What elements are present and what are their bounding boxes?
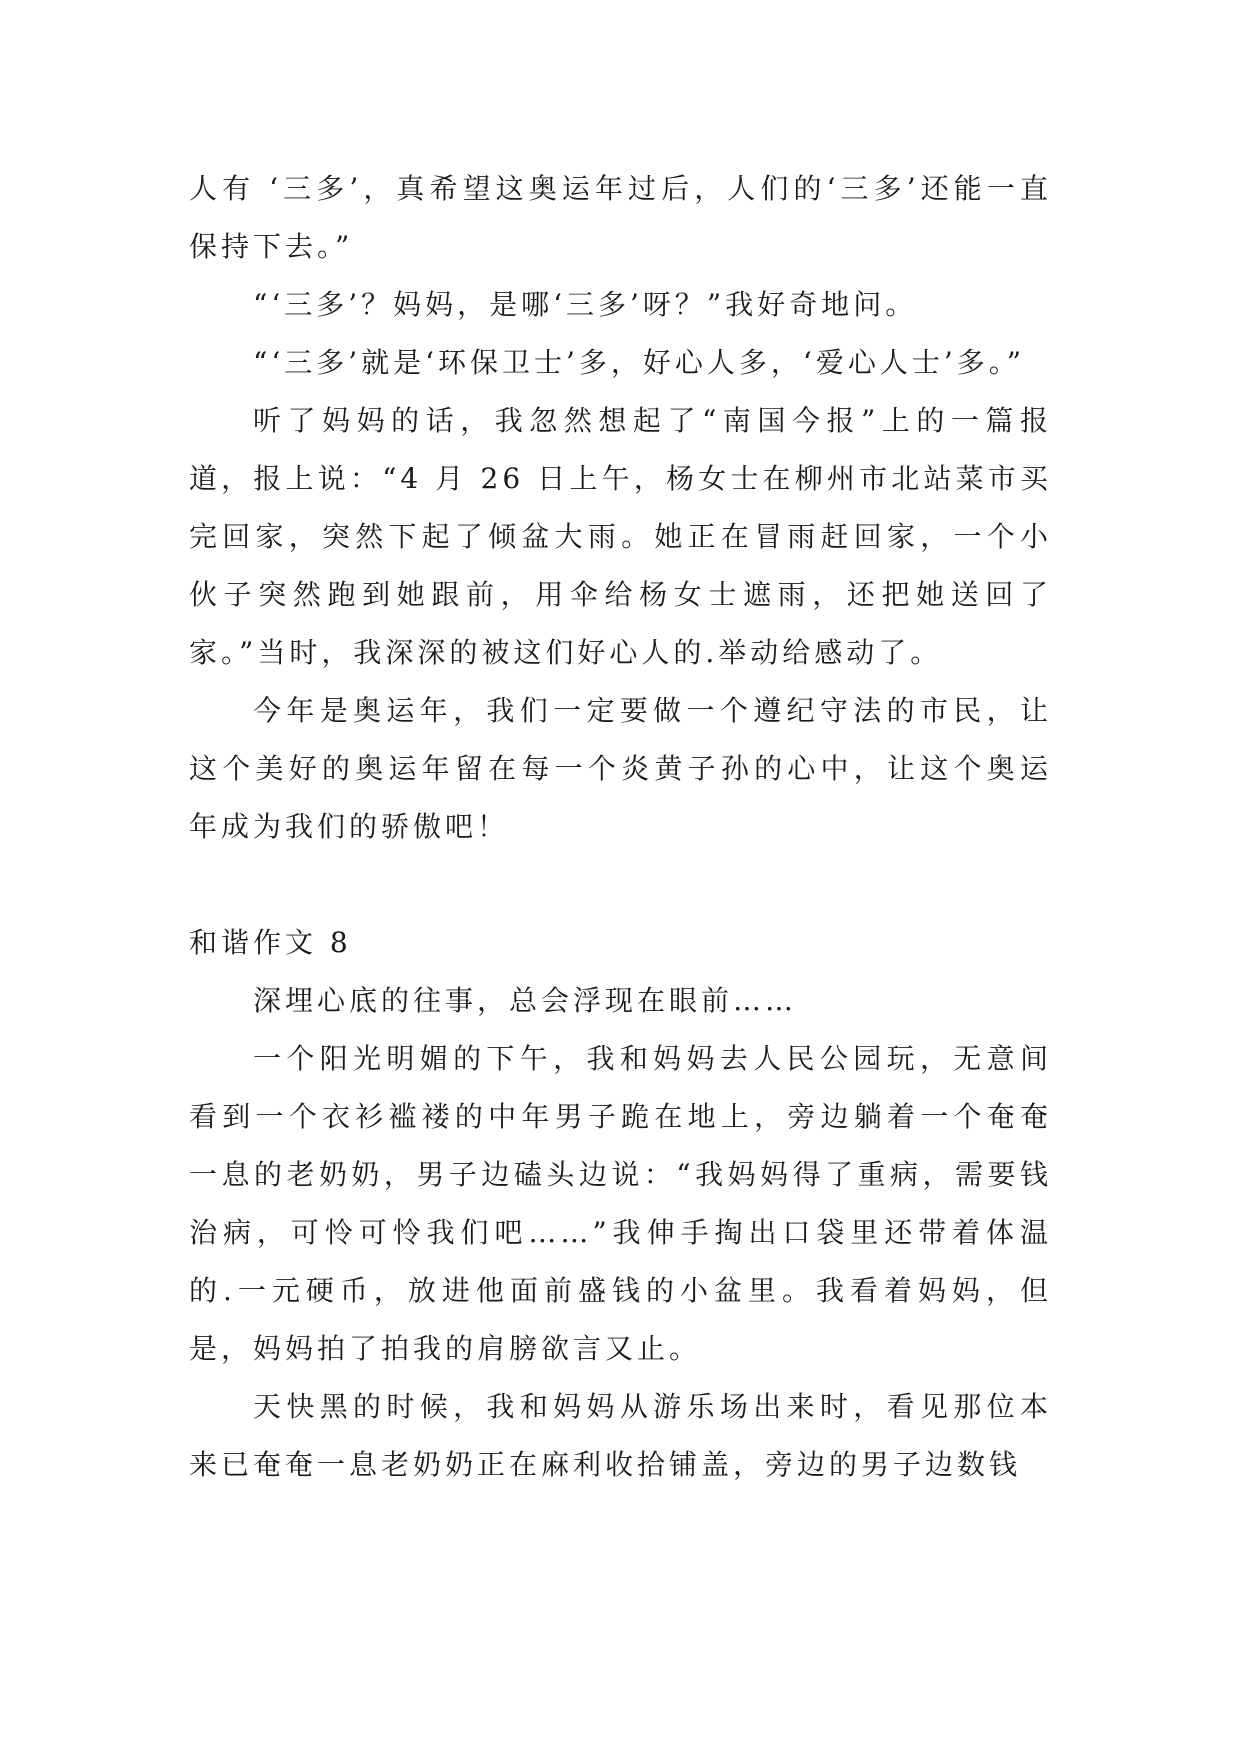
paragraph: “‘三多’？妈妈，是哪‘三多’呀？”我好奇地问。 <box>253 288 918 321</box>
paragraph: 深埋心底的往事，总会浮现在眼前…… <box>253 984 798 1017</box>
section-heading: 和谐作文 8 <box>189 926 352 959</box>
paragraph: 听了妈妈的话，我忽然想起了“南国今报”上的一篇报道，报上说：“4 月 26 日上午，杨女士在柳州市北站菜市买完回家，突然下起了倾盆大雨。她正在冒雨赶回家，一个小伙子突然跑到她跟前，用伞给杨女士遮雨，还把她送回了家。”当时，我深深的被这们好心人的.举动给感动了。 <box>189 404 1052 669</box>
paragraph: “‘三多’就是‘环保卫士’多，好心人多，‘爱心人士’多。” <box>253 346 1026 379</box>
paragraph: 今年是奥运年，我们一定要做一个遵纪守法的市民，让这个美好的奥运年留在每一个炎黄子孙的心中，让这个奥运年成为我们的骄傲吧！ <box>189 694 1052 843</box>
paragraph: 人有 ‘三多’，真希望这奥运年过后，人们的‘三多’还能一直保持下去。” <box>189 172 1052 263</box>
paragraph: 一个阳光明媚的下午，我和妈妈去人民公园玩，无意间看到一个衣衫褴褛的中年男子跪在地上，旁边躺着一个奄奄一息的老奶奶，男子边磕头边说：“我妈妈得了重病，需要钱治病，可怜可怜我们吧……”我伸手掏出口袋里还带着体温的.一元硬币，放进他面前盛钱的小盆里。我看着妈妈，但是，妈妈拍了拍我的肩膀欲言又止。 <box>189 1042 1052 1365</box>
document-page <box>189 160 1052 1494</box>
paragraph: 天快黑的时候，我和妈妈从游乐场出来时，看见那位本来已奄奄一息老奶奶正在麻利收拾铺盖，旁边的男子边数钱 <box>189 1390 1052 1481</box>
